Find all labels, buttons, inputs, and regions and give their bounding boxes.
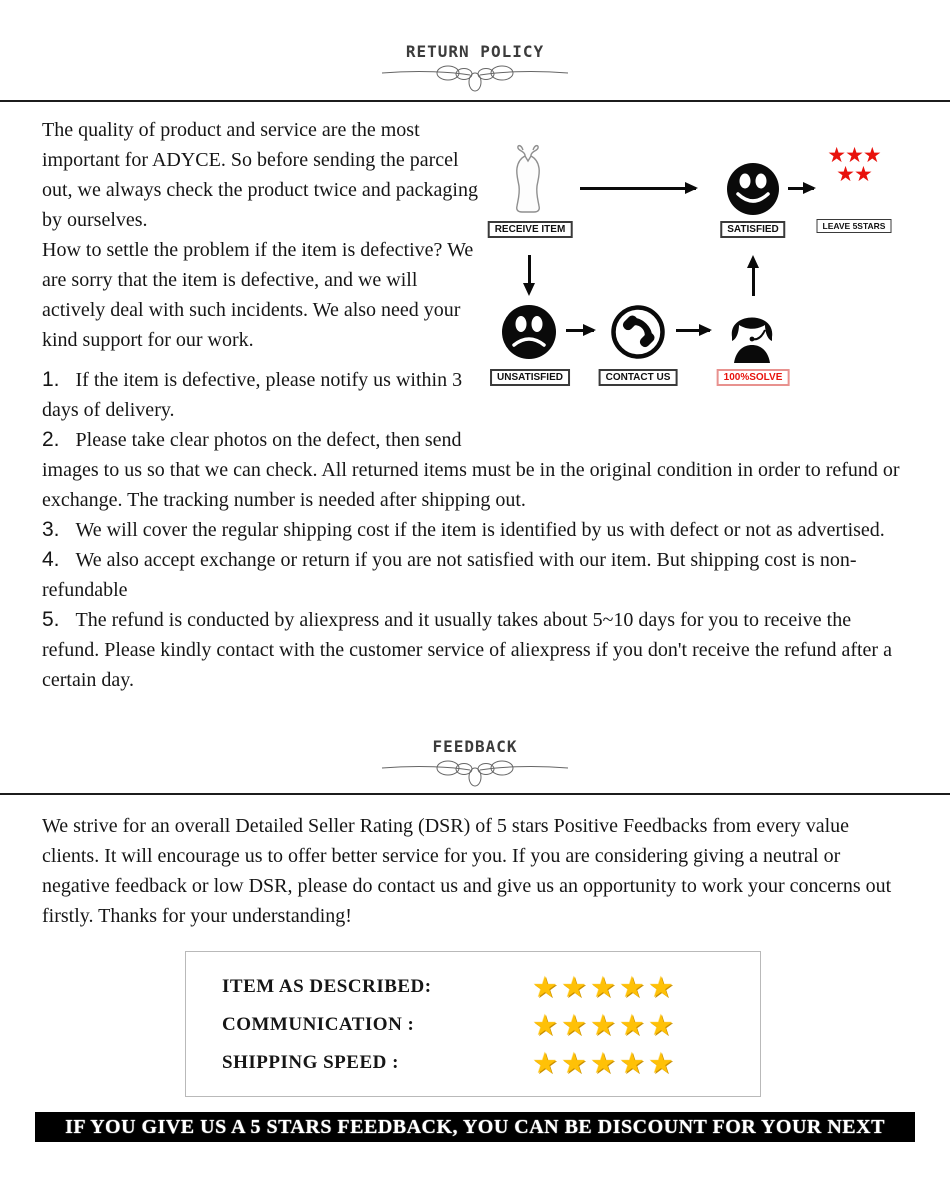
gold-star-icon: ★ xyxy=(619,971,645,1004)
return-flowchart xyxy=(490,115,910,455)
rating-row-shipping-speed xyxy=(222,1044,760,1082)
five-gold-stars xyxy=(532,970,677,1005)
return-policy-section xyxy=(0,102,950,695)
gold-star-icon: ★ xyxy=(590,1047,616,1080)
gold-star-icon: ★ xyxy=(648,1009,674,1042)
arrow-down-icon xyxy=(528,255,531,283)
happy-face-icon xyxy=(725,161,781,217)
intro-paragraph-2: How to settle the problem if the item is defective? We are sorry that the item is defective, and we will actively deal with such incidents. We also need your kind support for our work. xyxy=(42,239,474,351)
solve-label: 100%SOLVE xyxy=(717,369,790,386)
arrow-right-icon xyxy=(676,329,710,332)
policy-item-4 xyxy=(42,545,910,605)
flourish-ornament xyxy=(380,758,570,788)
red-star-icon: ★ xyxy=(854,162,872,186)
item-number: 2. xyxy=(42,428,60,451)
rating-row-item-as-described xyxy=(222,968,760,1006)
item-text: We also accept exchange or return if you are not satisfied with our item. But shipping cost is non-refundable xyxy=(42,549,857,601)
red-star-icon: ★ xyxy=(827,143,846,167)
discount-banner: IF YOU GIVE US A 5 STARS FEEDBACK, YOU CAN BE DISCOUNT FOR YOUR NEXT ORDER xyxy=(35,1112,915,1142)
sad-face-icon xyxy=(500,303,558,361)
feedback-section xyxy=(0,795,950,1097)
gold-star-icon: ★ xyxy=(561,971,587,1004)
rating-label: COMMUNICATION : xyxy=(222,1014,415,1035)
return-policy-header xyxy=(0,0,950,93)
arrow-right-icon xyxy=(580,187,696,190)
gold-star-icon: ★ xyxy=(532,1047,558,1080)
red-star-icon: ★ xyxy=(862,143,881,167)
dress-icon xyxy=(504,141,552,215)
gold-star-icon: ★ xyxy=(619,1047,645,1080)
gold-star-icon: ★ xyxy=(648,971,674,1004)
receive-item-label: RECEIVE ITEM xyxy=(488,221,573,238)
feedback-header xyxy=(0,695,950,788)
contact-us-label: CONTACT US xyxy=(599,369,678,386)
phone-icon xyxy=(609,303,667,361)
gold-star-icon: ★ xyxy=(590,971,616,1004)
gold-star-icon: ★ xyxy=(561,1009,587,1042)
red-star-icon: ★ xyxy=(836,162,854,186)
item-number: 4. xyxy=(42,548,60,571)
item-number: 3. xyxy=(42,518,60,541)
rating-label: SHIPPING SPEED : xyxy=(222,1052,399,1073)
five-gold-stars xyxy=(532,1008,677,1043)
item-text: The refund is conducted by aliexpress and it usually takes about 5~10 days for you to receive the refund. Please kindly contact with the customer service of aliexpress if you don't receive the refund after a certain day. xyxy=(42,609,892,691)
arrow-right-icon xyxy=(788,187,814,190)
arrow-up-icon xyxy=(752,268,755,296)
flourish-ornament xyxy=(380,63,570,93)
gold-star-icon: ★ xyxy=(648,1047,674,1080)
gold-star-icon: ★ xyxy=(532,1009,558,1042)
return-policy-title: RETURN POLICY xyxy=(405,42,545,61)
leave-5stars-label: LEAVE 5STARS xyxy=(817,219,892,233)
feedback-paragraph: We strive for an overall Detailed Seller Rating (DSR) of 5 stars Positive Feedbacks from every value clients. It will encourage us to offer better service for you. If you are considering giving a neutral or negative feedback or low DSR, please do contact us and give us an opportunity to work your concerns out firstly. Thanks for your understanding! xyxy=(42,815,892,927)
policy-item-5 xyxy=(42,605,910,695)
unsatisfied-label: UNSATISFIED xyxy=(490,369,570,386)
item-text: Please take clear photos on the defect, then send images to us so that we can check. All returned items must be in the original condition in order to refund or exchange. The tracking number is needed after shipping out. xyxy=(42,429,900,511)
rating-row-communication xyxy=(222,1006,760,1044)
red-star-icon: ★ xyxy=(845,143,863,167)
intro-paragraph-1: The quality of product and service are the most important for ADYCE. So before sending the parcel out, we always check the product twice and packaging by ourselves. xyxy=(42,119,478,231)
five-gold-stars xyxy=(532,1046,677,1081)
policy-item-3 xyxy=(42,515,910,545)
rating-label: ITEM AS DESCRIBED: xyxy=(222,976,432,997)
gold-star-icon: ★ xyxy=(561,1047,587,1080)
item-text: If the item is defective, please notify us within 3 days of delivery. xyxy=(42,369,463,421)
five-red-stars xyxy=(816,143,892,186)
customer-service-icon xyxy=(721,299,783,363)
item-number: 1. xyxy=(42,368,60,391)
gold-star-icon: ★ xyxy=(590,1009,616,1042)
arrow-right-icon xyxy=(566,329,594,332)
dsr-rating-box xyxy=(185,951,761,1097)
item-text: We will cover the regular shipping cost if the item is identified by us with defect or not as advertised. xyxy=(75,519,885,541)
gold-star-icon: ★ xyxy=(532,971,558,1004)
gold-star-icon: ★ xyxy=(619,1009,645,1042)
feedback-title: FEEDBACK xyxy=(432,737,518,756)
satisfied-label: SATISFIED xyxy=(720,221,785,238)
item-number: 5. xyxy=(42,608,60,631)
